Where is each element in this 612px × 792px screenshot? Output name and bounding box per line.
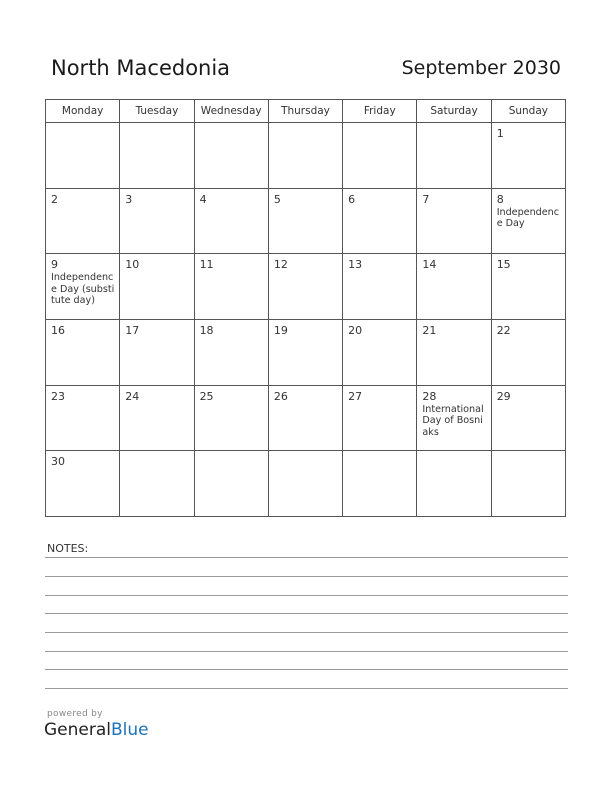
day-cell (268, 385, 342, 451)
day-number: 3 (125, 192, 133, 206)
day-number: 1 (496, 127, 504, 140)
day-number: 17 (125, 323, 140, 337)
holiday-label: Independence Day (496, 206, 560, 230)
holiday-label: International Day of Bosniaks (422, 403, 484, 438)
day-number: 7 (422, 192, 430, 206)
day-cell (46, 319, 120, 385)
day-number: 2 (51, 192, 58, 206)
day-cell (491, 319, 565, 385)
powered-by-text: powered by (47, 709, 103, 719)
day-cell (491, 385, 565, 451)
day-cell (417, 319, 491, 385)
weekday-header: Tuesday (120, 100, 194, 123)
day-cell (120, 188, 194, 254)
day-cell (268, 254, 342, 320)
day-cell (46, 451, 120, 517)
note-line (45, 595, 568, 596)
week-row (46, 188, 566, 254)
note-line (45, 688, 568, 689)
day-number: 9 (51, 258, 58, 272)
day-number: 30 (51, 455, 65, 469)
weekday-header: Saturday (417, 100, 491, 123)
weekday-header: Monday (46, 100, 120, 123)
day-cell (194, 385, 268, 451)
day-cell (417, 451, 491, 517)
day-number: 19 (273, 323, 288, 337)
day-cell (343, 385, 417, 451)
day-number: 16 (51, 323, 65, 337)
day-number: 25 (199, 389, 214, 403)
day-cell (491, 123, 565, 189)
day-cell (268, 319, 342, 385)
day-number: 14 (422, 258, 437, 272)
day-number: 5 (273, 192, 281, 206)
day-number: 21 (422, 323, 437, 337)
day-cell (343, 188, 417, 254)
day-cell (46, 188, 120, 254)
brand-name-part2: Blue (111, 720, 149, 740)
note-line (45, 557, 568, 558)
calendar-country-title: North Macedonia (51, 56, 231, 80)
day-number: 8 (496, 192, 504, 206)
day-cell (417, 254, 491, 320)
day-number: 4 (199, 192, 207, 206)
day-number: 13 (348, 258, 363, 272)
day-cell (120, 385, 194, 451)
note-line (45, 632, 568, 633)
day-cell (268, 188, 342, 254)
day-number: 20 (348, 323, 363, 337)
day-cell (343, 254, 417, 320)
day-cell (194, 451, 268, 517)
day-number: 29 (496, 389, 511, 403)
calendar-month-title: September 2030 (401, 57, 561, 79)
day-cell (194, 123, 268, 189)
day-cell (417, 123, 491, 189)
day-number: 27 (348, 389, 363, 403)
day-cell (343, 123, 417, 189)
day-number: 23 (51, 389, 65, 403)
day-number: 11 (199, 258, 214, 272)
week-row (46, 451, 566, 517)
day-number: 28 (422, 389, 437, 403)
note-line (45, 669, 568, 670)
day-cell (46, 254, 120, 320)
day-cell (268, 451, 342, 517)
day-cell (417, 385, 491, 451)
day-cell (46, 385, 120, 451)
weekday-header: Friday (343, 100, 417, 123)
day-number: 6 (348, 192, 356, 206)
brand-logo[interactable] (44, 720, 149, 740)
weekday-header: Thursday (268, 100, 342, 123)
brand-name-part1: General (44, 720, 111, 740)
weekday-header: Wednesday (194, 100, 268, 123)
weekday-header: Sunday (491, 100, 565, 123)
week-row (46, 319, 566, 385)
note-line (45, 576, 568, 577)
day-cell (194, 319, 268, 385)
note-line (45, 613, 568, 614)
day-cell (491, 451, 565, 517)
day-cell (120, 451, 194, 517)
day-number: 26 (273, 389, 288, 403)
note-line (45, 651, 568, 652)
day-number: 12 (273, 258, 288, 272)
day-number: 10 (125, 258, 140, 272)
day-cell (343, 319, 417, 385)
day-number: 22 (496, 323, 511, 337)
week-row (46, 385, 566, 451)
notes-label: NOTES: (47, 542, 89, 555)
day-number: 24 (125, 389, 140, 403)
day-cell (491, 254, 565, 320)
day-cell (120, 123, 194, 189)
day-cell (417, 188, 491, 254)
week-row (46, 254, 566, 320)
weekday-header-row (46, 100, 566, 123)
calendar-grid (45, 99, 566, 517)
day-number: 18 (199, 323, 214, 337)
day-cell (194, 254, 268, 320)
day-cell (491, 188, 565, 254)
day-cell (194, 188, 268, 254)
day-number: 15 (496, 258, 511, 272)
holiday-label: Independence Day (substitute day) (51, 272, 115, 307)
day-cell (46, 123, 120, 189)
week-row (46, 123, 566, 189)
day-cell (268, 123, 342, 189)
day-cell (120, 254, 194, 320)
day-cell (343, 451, 417, 517)
day-cell (120, 319, 194, 385)
